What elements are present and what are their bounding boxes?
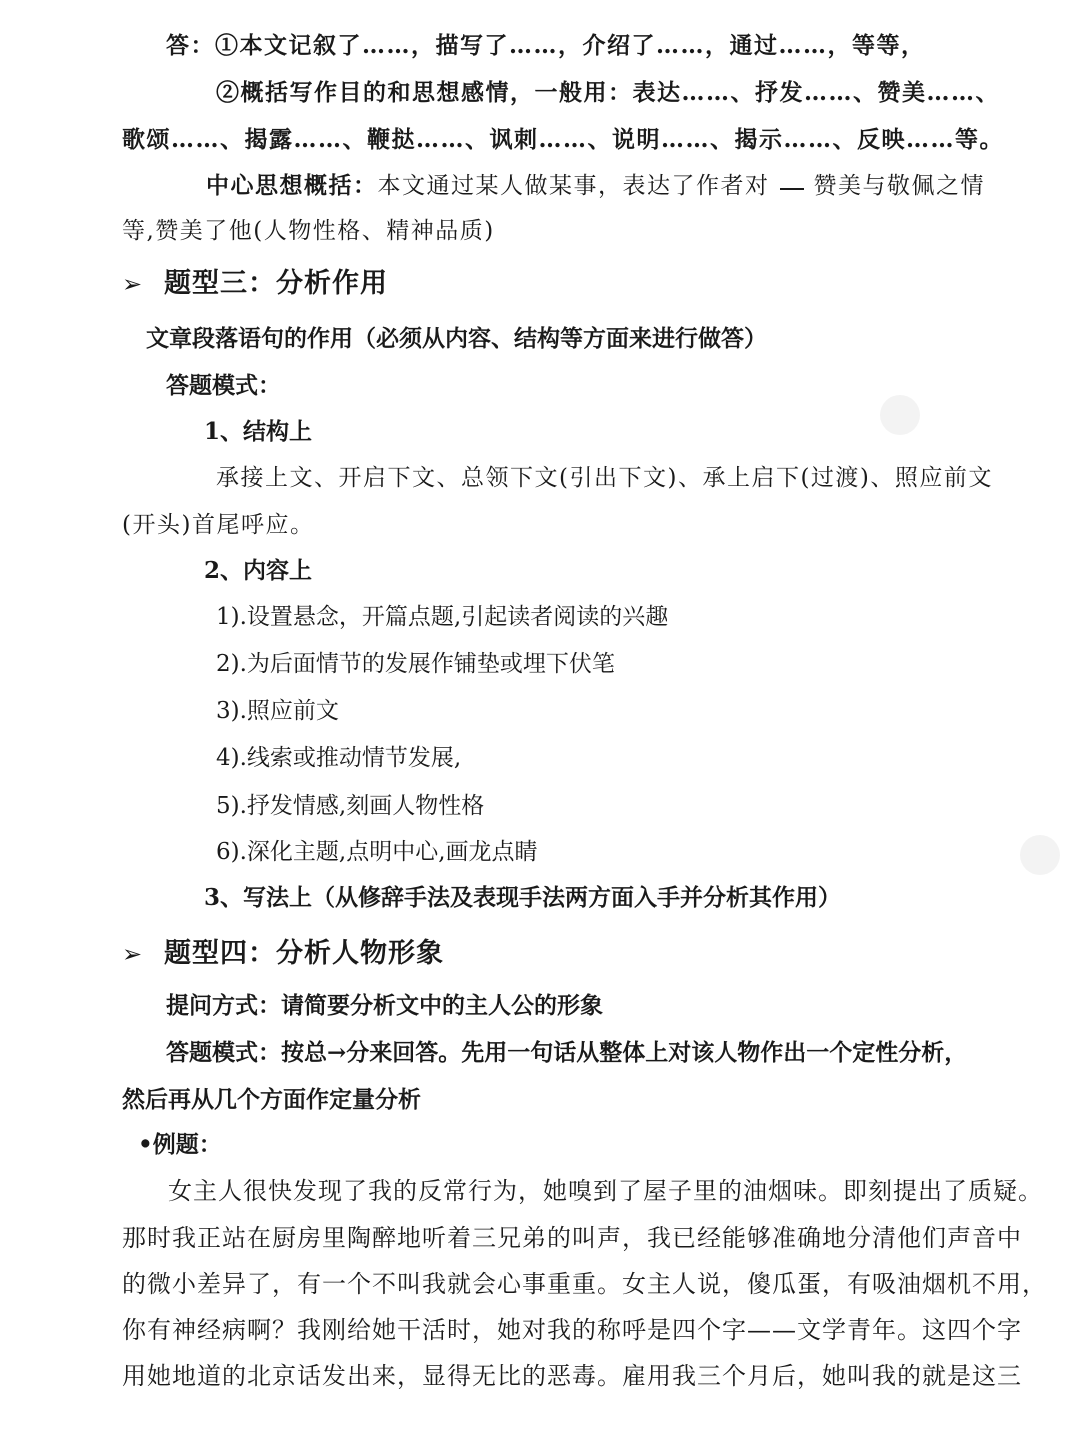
type3-mode-label: 答题模式： <box>166 372 281 399</box>
center-idea-text-a: 本文通过某人做某事，表达了作者对 <box>377 173 770 199</box>
center-idea-text-b: 赞美与敬佩之情 <box>813 173 985 199</box>
content-item-6: 6).深化主题,点明中心,画龙点睛 <box>216 839 538 865</box>
structure-title: 1、结构上 <box>204 418 313 445</box>
center-idea-label: 中心思想概括： <box>206 172 378 199</box>
center-idea-line-2: 等,赞美了他(人物性格、精神品质) <box>122 218 495 244</box>
example-label: •例题： <box>138 1131 222 1158</box>
content-item-3: 3).照应前文 <box>216 698 339 724</box>
structure-line-2: (开头)首尾呼应。 <box>122 512 315 538</box>
answer-line-2: ②概括写作目的和思想感情，一般用：表达……、抒发……、赞美……、 <box>216 79 1000 106</box>
section-heading-type4 <box>122 936 444 972</box>
content-item-5: 5).抒发情感,刻画人物性格 <box>216 793 485 819</box>
scan-smudge <box>880 395 920 435</box>
answer-line-1: 答：①本文记叙了……，描写了……，介绍了……，通过……，等等， <box>166 32 926 59</box>
content-item-2: 2).为后面情节的发展作铺垫或埋下伏笔 <box>216 651 615 677</box>
arrow-bullet-icon: ➢ <box>122 270 144 298</box>
structure-line-1: 承接上文、开启下文、总领下文(引出下文)、承上启下(过渡)、照应前文 <box>216 465 993 491</box>
fill-in-blank <box>780 188 804 190</box>
writing-title: 3、写法上（从修辞手法及表现手法两方面入手并分析其作用） <box>204 884 842 911</box>
passage-line-1: 女主人很快发现了我的反常行为，她嗅到了屋子里的油烟味。即刻提出了质疑。 <box>168 1177 1043 1205</box>
content-item-1: 1).设置悬念，开篇点题,引起读者阅读的兴趣 <box>216 604 669 630</box>
scan-smudge <box>1020 835 1060 875</box>
type3-intro: 文章段落语句的作用（必须从内容、结构等方面来进行做答） <box>146 325 767 352</box>
answer-line-3: 歌颂……、揭露……、鞭挞……、讽刺……、说明……、揭示……、反映……等。 <box>122 126 1004 153</box>
section-heading-type3 <box>122 266 388 302</box>
content-item-4: 4).线索或推动情节发展, <box>216 745 462 771</box>
heading-text: 题型四：分析人物形象 <box>164 938 444 969</box>
center-idea-line <box>206 170 985 202</box>
arrow-bullet-icon: ➢ <box>122 940 144 968</box>
content-title: 2、内容上 <box>204 557 313 584</box>
passage-line-4: 你有神经病啊？我刚给她干活时，她对我的称呼是四个字——文学青年。这四个字 <box>122 1316 1022 1344</box>
type4-mode-line-2: 然后再从几个方面作定量分析 <box>122 1086 421 1113</box>
passage-line-5: 用她地道的北京话发出来，显得无比的恶毒。雇用我三个月后，她叫我的就是这三 <box>122 1362 1022 1390</box>
passage-line-3: 的微小差异了，有一个不叫我就会心事重重。女主人说，傻瓜蛋，有吸油烟机不用， <box>122 1270 1047 1298</box>
heading-text: 题型三：分析作用 <box>164 268 388 299</box>
type4-mode-line-1: 答题模式：按总→分来回答。先用一句话从整体上对该人物作出一个定性分析， <box>166 1039 968 1066</box>
type4-question-line: 提问方式：请简要分析文中的主人公的形象 <box>166 992 603 1019</box>
passage-line-2: 那时我正站在厨房里陶醉地听着三兄弟的叫声，我已经能够准确地分清他们声音中 <box>122 1224 1022 1252</box>
